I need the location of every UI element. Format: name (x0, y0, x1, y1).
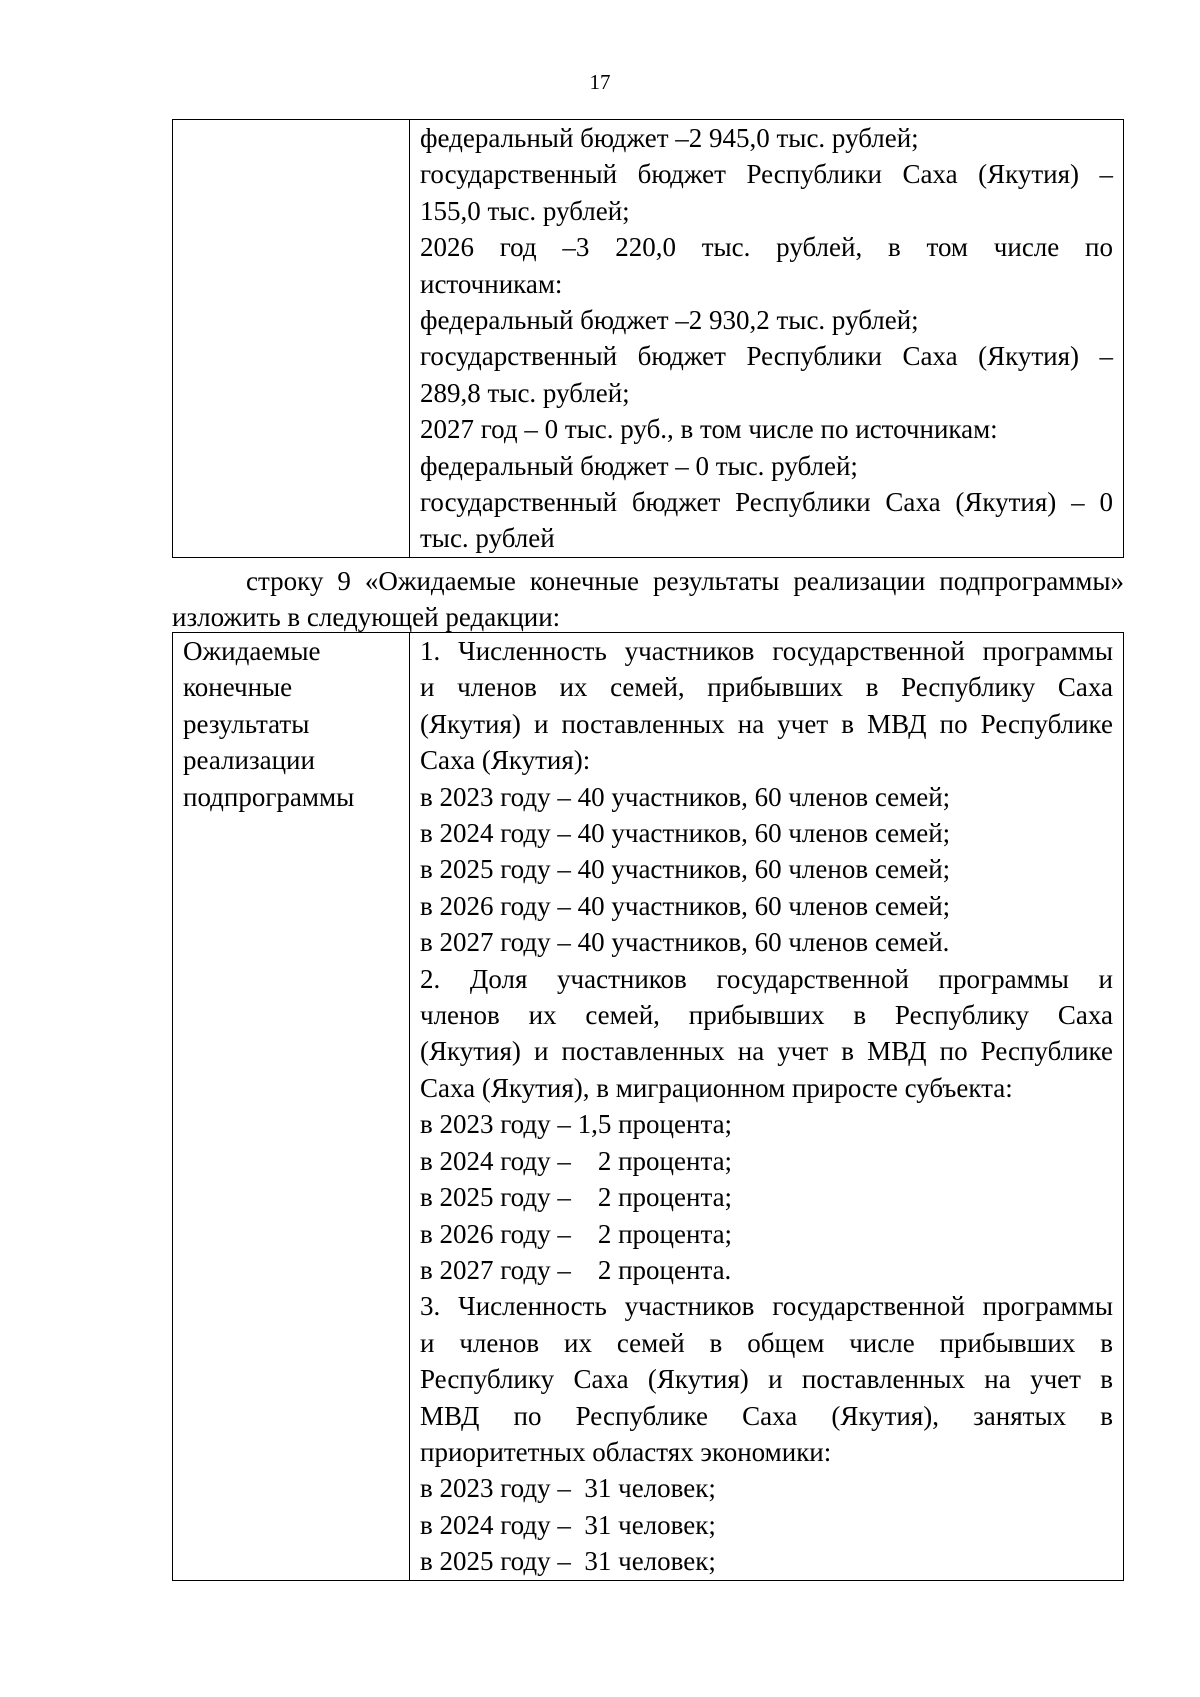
text-line: (Якутия) и поставленных на учет в МВД по Республике (420, 708, 1113, 739)
text-line: МВД по Республике Саха (Якутия), занятых в (420, 1400, 1113, 1431)
text-line: федеральный бюджет – 0 тыс. рублей; (420, 450, 858, 481)
text-line: в 2026 году – 40 участников, 60 членов семей; (420, 890, 951, 921)
text-line: федеральный бюджет –2 930,2 тыс. рублей; (420, 305, 919, 336)
text-line: тыс. рублей (420, 523, 555, 554)
text-line: в 2023 году – 1,5 процента; (420, 1109, 733, 1140)
text-line: 1. Численность участников государственной программы (420, 636, 1113, 666)
page-number: 17 (589, 70, 611, 94)
text-line: и членов их семей, прибывших в Республику Саха (420, 672, 1113, 703)
text-line: федеральный бюджет –2 945,0 тыс. рублей; (420, 123, 919, 153)
expected-results-table (172, 632, 1124, 1581)
text-line: в 2026 году – 2 процента; (420, 1218, 733, 1249)
text-line: 2027 год – 0 тыс. руб., в том числе по источникам: (420, 414, 998, 445)
text-line: государственный бюджет Республики Саха (Якутия) – (420, 159, 1113, 190)
text-line: в 2023 году – 31 человек; (420, 1473, 716, 1504)
table-cell-label (173, 633, 410, 1581)
text-line: и членов их семей в общем числе прибывших в (420, 1327, 1113, 1358)
text-line: 155,0 тыс. рублей; (420, 195, 630, 226)
text-line: в 2027 году – 2 процента. (420, 1254, 732, 1285)
text-line: государственный бюджет Республики Саха (Якутия) – (420, 341, 1113, 372)
table-cell-label (173, 120, 410, 558)
text-line: в 2024 году – 40 участников, 60 членов семей; (420, 818, 951, 849)
text-line: государственный бюджет Республики Саха (Якутия) – 0 (420, 487, 1113, 518)
text-line: в 2027 году – 40 участников, 60 членов семей. (420, 927, 950, 958)
table-cell-content (410, 633, 1124, 1581)
text-line: приоритетных областях экономики: (420, 1436, 832, 1467)
funding-table (172, 119, 1124, 558)
text-line: в 2024 году – 31 человек; (420, 1509, 716, 1540)
text-line: в 2025 году – 31 человек; (420, 1546, 716, 1577)
label-line: Ожидаемые (183, 636, 321, 666)
table-row (173, 633, 1124, 1581)
text-line: (Якутия) и поставленных на учет в МВД по Республике (420, 1036, 1113, 1067)
label-line: конечные (183, 672, 293, 703)
label-line: реализации (183, 745, 315, 776)
text-line: в 2025 году – 2 процента; (420, 1182, 733, 1213)
text-line: 289,8 тыс. рублей; (420, 377, 630, 408)
text-line: Саха (Якутия), в миграционном приросте субъекта: (420, 1072, 1013, 1103)
text-line: в 2025 году – 40 участников, 60 членов семей; (420, 854, 951, 885)
text-line: в 2023 году – 40 участников, 60 членов семей; (420, 781, 951, 812)
text-line: источникам: (420, 268, 563, 299)
text-line: 3. Численность участников государственной программы (420, 1291, 1113, 1322)
text-line: 2. Доля участников государственной программы и (420, 963, 1113, 994)
instruction-paragraph-line-1: строку 9 «Ожидаемые конечные результаты реализации подпрограммы» (246, 566, 1124, 596)
table-row (173, 120, 1124, 558)
text-line: членов их семей, прибывших в Республику Саха (420, 1000, 1113, 1031)
text-line: Республику Саха (Якутия) и поставленных на учет в (420, 1364, 1113, 1395)
table-cell-content (410, 120, 1124, 558)
text-line: в 2024 году – 2 процента; (420, 1145, 733, 1176)
instruction-paragraph-line-2: изложить в следующей редакции: (172, 602, 561, 632)
label-line: результаты (183, 708, 310, 739)
label-line: подпрограммы (183, 781, 355, 812)
text-line: Саха (Якутия): (420, 745, 591, 776)
text-line: 2026 год –3 220,0 тыс. рублей, в том числе по (420, 232, 1113, 263)
